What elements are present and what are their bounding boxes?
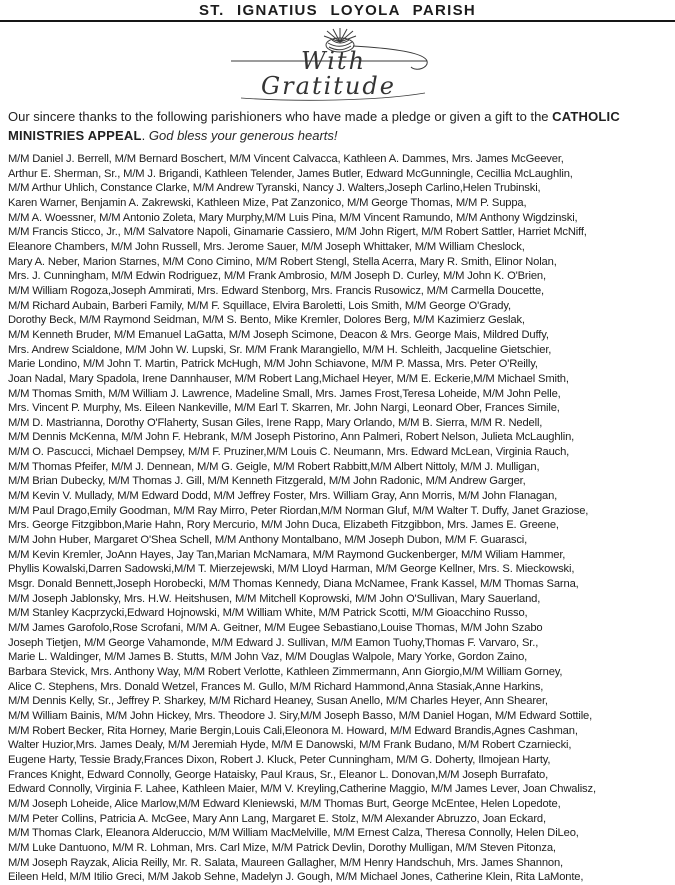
name-line: M/M Thomas Pfeifer, M/M J. Dennean, M/M G. Geigle, M/M Robert Rabbitt,M/M Albert Nittoly, M/M J. Mulligan, bbox=[8, 460, 540, 473]
name-line: Marie L. Waldinger, M/M James B. Stutts, M/M John Vaz, M/M Douglas Walpole, Mary Yorke, Gordon Zaino, bbox=[8, 651, 528, 664]
name-line: Karen Warner, Benjamin A. Zakrewski, Kathleen Mize, Pat Zanzonico, M/M George Thomas, M/M P. Suppa, bbox=[8, 196, 527, 209]
name-line: Arthur E. Sherman, Sr., M/M J. Brigandi, Kathleen Telender, James Butler, Edward McGunningle, Cecillia McLaughlin, bbox=[8, 167, 573, 180]
name-line: M/M Francis Sticco, Jr., M/M Salvatore Napoli, Ginamarie Cassiero, M/M John Rigert, M/M Robert Sattler, Harriet McNiff, bbox=[8, 226, 587, 239]
name-line: M/M James Garofolo,Rose Scrofani, M/M A. Geitner, M/M Eugee Sebastiano,Louise Thomas, M/M John Szabo bbox=[8, 622, 543, 634]
name-line: Mrs. J. Cunningham, M/M Edwin Rodriguez, M/M Frank Ambrosio, M/M Joseph D. Curley, M/M John K. O'Brien, bbox=[8, 270, 546, 283]
name-line: M/M Joseph Loheide, Alice Marlow,M/M Edward Kleniewski, M/M Thomas Burt, George McEntee, Helen Lopedote, bbox=[8, 797, 561, 810]
name-line: M/M Paul Drago,Emily Goodman, M/M Ray Mirro, Peter Riordan,M/M Norman Gluf, M/M Walter T. Duffy, Janet Graziose, bbox=[8, 504, 589, 517]
parish-title: ST. IGNATIUS LOYOLA PARISH bbox=[198, 2, 477, 19]
name-line: M/M William Bainis, M/M John Hickey, Mrs. Theodore J. Siry,M/M Joseph Basso, M/M Daniel Hogan, M/M Edward Sottile, bbox=[8, 709, 593, 722]
name-line: Barbara Stevick, Mrs. Anthony Way, M/M Robert Verlotte, Kathleen Zimmermann, Ann Giorgio,M/M William Gorney, bbox=[8, 665, 563, 678]
name-line: Phyllis Kowalski,Darren Sadowski,M/M T. Mierzejewski, M/M Lloyd Harman, M/M George Kellner, Mrs. S. Mieckowski, bbox=[8, 563, 575, 576]
intro-separator: . bbox=[141, 128, 149, 143]
name-line: M/M Peter Collins, Patricia A. McGee, Mary Ann Lang, Margaret E. Stolz, M/M Alexander Abruzzo, Joan Eckard, bbox=[8, 812, 546, 825]
name-line: M/M Joseph Jablonsky, Mrs. H.W. Heitshusen, M/M Mitchell Koprowski, M/M John O'Sullivan, Mary Sauerland, bbox=[8, 592, 541, 605]
intro-text: Our sincere thanks to the following parishioners who have made a pledge or given a gift to the bbox=[8, 109, 553, 124]
name-line: Joan Nadal, Mary Spadola, Irene Dannhauser, M/M Robert Lang,Michael Heyer, M/M E. Eckerie,M/M Michael Smith, bbox=[8, 372, 569, 385]
name-line: M/M Thomas Smith, M/M William J. Lawrence, Madeline Small, Mrs. James Frost,Teresa Loheide, M/M John Pelle, bbox=[8, 387, 561, 400]
name-line: M/M Robert Becker, Rita Horney, Marie Bergin,Louis Cali,Eleonora M. Howard, M/M Edward Brandis,Agnes Cashman, bbox=[8, 724, 578, 737]
name-line: Edward Connolly, Virginia F. Lahee, Kathleen Maier, M/M V. Kreyling,Catherine Maggio, M/M James Lever, Joan Chwalisz, bbox=[8, 783, 596, 796]
logo-word-gratitude: Gratitude bbox=[260, 72, 396, 100]
gratitude-logo bbox=[227, 27, 449, 103]
name-line: M/M Luke Dantuono, M/M R. Lohman, Mrs. Carl Mize, M/M Patrick Devlin, Dorothy Mulligan, M/M Steven Pitonza, bbox=[8, 841, 556, 854]
intro-paragraph bbox=[8, 107, 666, 145]
gratitude-logo-wrap bbox=[0, 22, 675, 105]
appeal-name-line2: MINISTRIES APPEAL bbox=[8, 128, 142, 143]
name-line: Eileen Held, M/M Itilio Greci, M/M Jakob Sehne, Madelyn J. Gough, M/M Michael Jones, Catherine Klein, Rita LaMonte, bbox=[8, 871, 584, 884]
name-line: Joseph Tietjen, M/M George Vahamonde, M/M Edward J. Sullivan, M/M Eamon Tuohy,Thomas F. Varvaro, Sr., bbox=[8, 636, 539, 649]
name-line: M/M A. Woessner, M/M Antonio Zoleta, Mary Murphy,M/M Luis Pina, M/M Vincent Ramundo, M/M Anthony Wigdzinski, bbox=[8, 211, 578, 224]
name-line: M/M Dennis Kelly, Sr., Jeffrey P. Sharkey, M/M Richard Heaney, Susan Anello, M/M Charles Heyer, Ann Shearer, bbox=[8, 695, 548, 708]
header-rule bbox=[0, 0, 675, 22]
name-line: Mrs. George Fitzgibbon,Marie Hahn, Rory Mercurio, M/M John Duca, Elizabeth Fitzgibbon, Mrs. James E. Greene, bbox=[8, 519, 559, 532]
name-line: M/M D. Mastrianna, Dorothy O'Flaherty, Susan Giles, Irene Rapp, Mary Orlando, M/M B. Sierra, M/M R. Nedell, bbox=[8, 416, 543, 429]
name-line: M/M Richard Aubain, Barberi Family, M/M F. Squillace, Elvira Baroletti, Lois Smith, M/M George O'Grady, bbox=[8, 299, 511, 312]
name-line: Walter Huzior,Mrs. James Dealy, M/M Jeremiah Hyde, M/M E Danowski, M/M Frank Budano, M/M Robert Czarniecki, bbox=[8, 739, 572, 752]
name-line: M/M Joseph Rayzak, Alicia Reilly, Mr. R. Salata, Maureen Gallagher, M/M Henry Handschuh, Mrs. James Shannon, bbox=[8, 856, 564, 869]
logo-word-with: With bbox=[300, 47, 366, 75]
name-line: M/M Kenneth Bruder, M/M Emanuel LaGatta, M/M Joseph Scimone, Deacon & Mrs. George Mais, Mildred Duffy, bbox=[8, 328, 549, 341]
name-line: M/M Daniel J. Berrell, M/M Bernard Boschert, M/M Vincent Calvacca, Kathleen A. Dammes, Mrs. James McGeever, bbox=[8, 153, 564, 165]
name-line: M/M John Huber, Margaret O'Shea Schell, M/M Anthony Montalbano, M/M Joseph Dubon, M/M F. Guarasci, bbox=[8, 534, 528, 547]
name-line: M/M Kevin Kremler, JoAnn Hayes, Jay Tan,Marian McNamara, M/M Raymond Guckenberger, M/M Wiliam Hammer, bbox=[8, 548, 566, 561]
name-line: Mary A. Neber, Marion Starnes, M/M Cono Cimino, M/M Robert Stengl, Stella Acerra, Mary R. Smith, Elinor Nolan, bbox=[8, 255, 557, 268]
names-list bbox=[8, 152, 669, 885]
name-line: M/M Brian Dubecky, M/M Thomas J. Gill, M/M Kenneth Fitzgerald, M/M John Radonic, M/M Andrew Garger, bbox=[8, 475, 526, 488]
name-line: Frances Knight, Edward Connolly, George Hataisky, Paul Kraus, Sr., Eleanor L. Donovan,M/M Joseph Burrafato, bbox=[8, 768, 549, 781]
name-line: Dorothy Beck, M/M Raymond Seidman, M/M S. Bento, Mike Kremler, Dolores Berg, M/M Kazimierz Geslak, bbox=[8, 314, 525, 327]
name-line: Eugene Harty, Tessie Brady,Frances Dixon, Robert J. Kluck, Peter Cunningham, M/M G. Doherty, Ilmojean Harty, bbox=[8, 753, 551, 766]
name-line: M/M Stanley Kacprzycki,Edward Hojnowski, M/M William White, M/M Patrick Scotti, M/M Gioacchino Russo, bbox=[8, 607, 528, 620]
name-line: Mrs. Vincent P. Murphy, Ms. Eileen Nankeville, M/M Earl T. Skarren, Mr. John Nargi, Leonard Ober, Frances Simile, bbox=[8, 402, 560, 415]
blessing-text: God bless your generous hearts! bbox=[148, 128, 338, 143]
name-line: M/M William Rogoza,Joseph Ammirati, Mrs. Edward Stenborg, Mrs. Francis Rusowicz, M/M Carmella Doucette, bbox=[8, 284, 544, 297]
name-line: M/M Kevin V. Mullady, M/M Edward Dodd, M/M Jeffrey Foster, Mrs. William Gray, Ann Morris, M/M John Flanagan, bbox=[8, 490, 558, 503]
name-line: Mrs. Andrew Scialdone, M/M John W. Lupski, Sr. M/M Frank Marangiello, M/M H. Schleith, Jacqueline Gietschier, bbox=[8, 343, 552, 356]
name-line: Msgr. Donald Bennett,Joseph Horobecki, M/M Thomas Kennedy, Diana McNamee, Frank Kassel, M/M Thomas Sarna, bbox=[8, 578, 579, 591]
name-line: Alice C. Stephens, Mrs. Donald Wetzel, Frances M. Gullo, M/M Richard Hammond,Anna Stasiak,Anne Harkins, bbox=[8, 680, 544, 693]
name-line: Eleanore Chambers, M/M John Russell, Mrs. Jerome Sauer, M/M Joseph Whittaker, M/M William Cheslock, bbox=[8, 240, 525, 253]
appeal-name-line1: CATHOLIC bbox=[552, 109, 620, 124]
name-line: Marie Londino, M/M John T. Martin, Patrick McHugh, M/M John Schiavone, M/M P. Massa, Mrs. Peter O'Reilly, bbox=[8, 358, 538, 371]
name-line: M/M Arthur Uhlich, Constance Clarke, M/M Andrew Tyranski, Nancy J. Walters,Joseph Carlino,Helen Trubinski, bbox=[8, 182, 541, 195]
name-line: M/M O. Pascucci, Michael Dempsey, M/M F. Pruziner,M/M Louis C. Neumann, Mrs. Edward McLean, Virginia Rauch, bbox=[8, 446, 570, 459]
name-line: M/M Thomas Clark, Eleanora Alderuccio, M/M William MacMelville, M/M Ernest Calza, Theresa Connolly, Helen DiLeo, bbox=[8, 827, 579, 840]
name-line: M/M Dennis McKenna, M/M John F. Hebrank, M/M Joseph Pistorino, Ann Palmeri, Robert Nelson, Julieta McLaughlin, bbox=[8, 431, 575, 444]
